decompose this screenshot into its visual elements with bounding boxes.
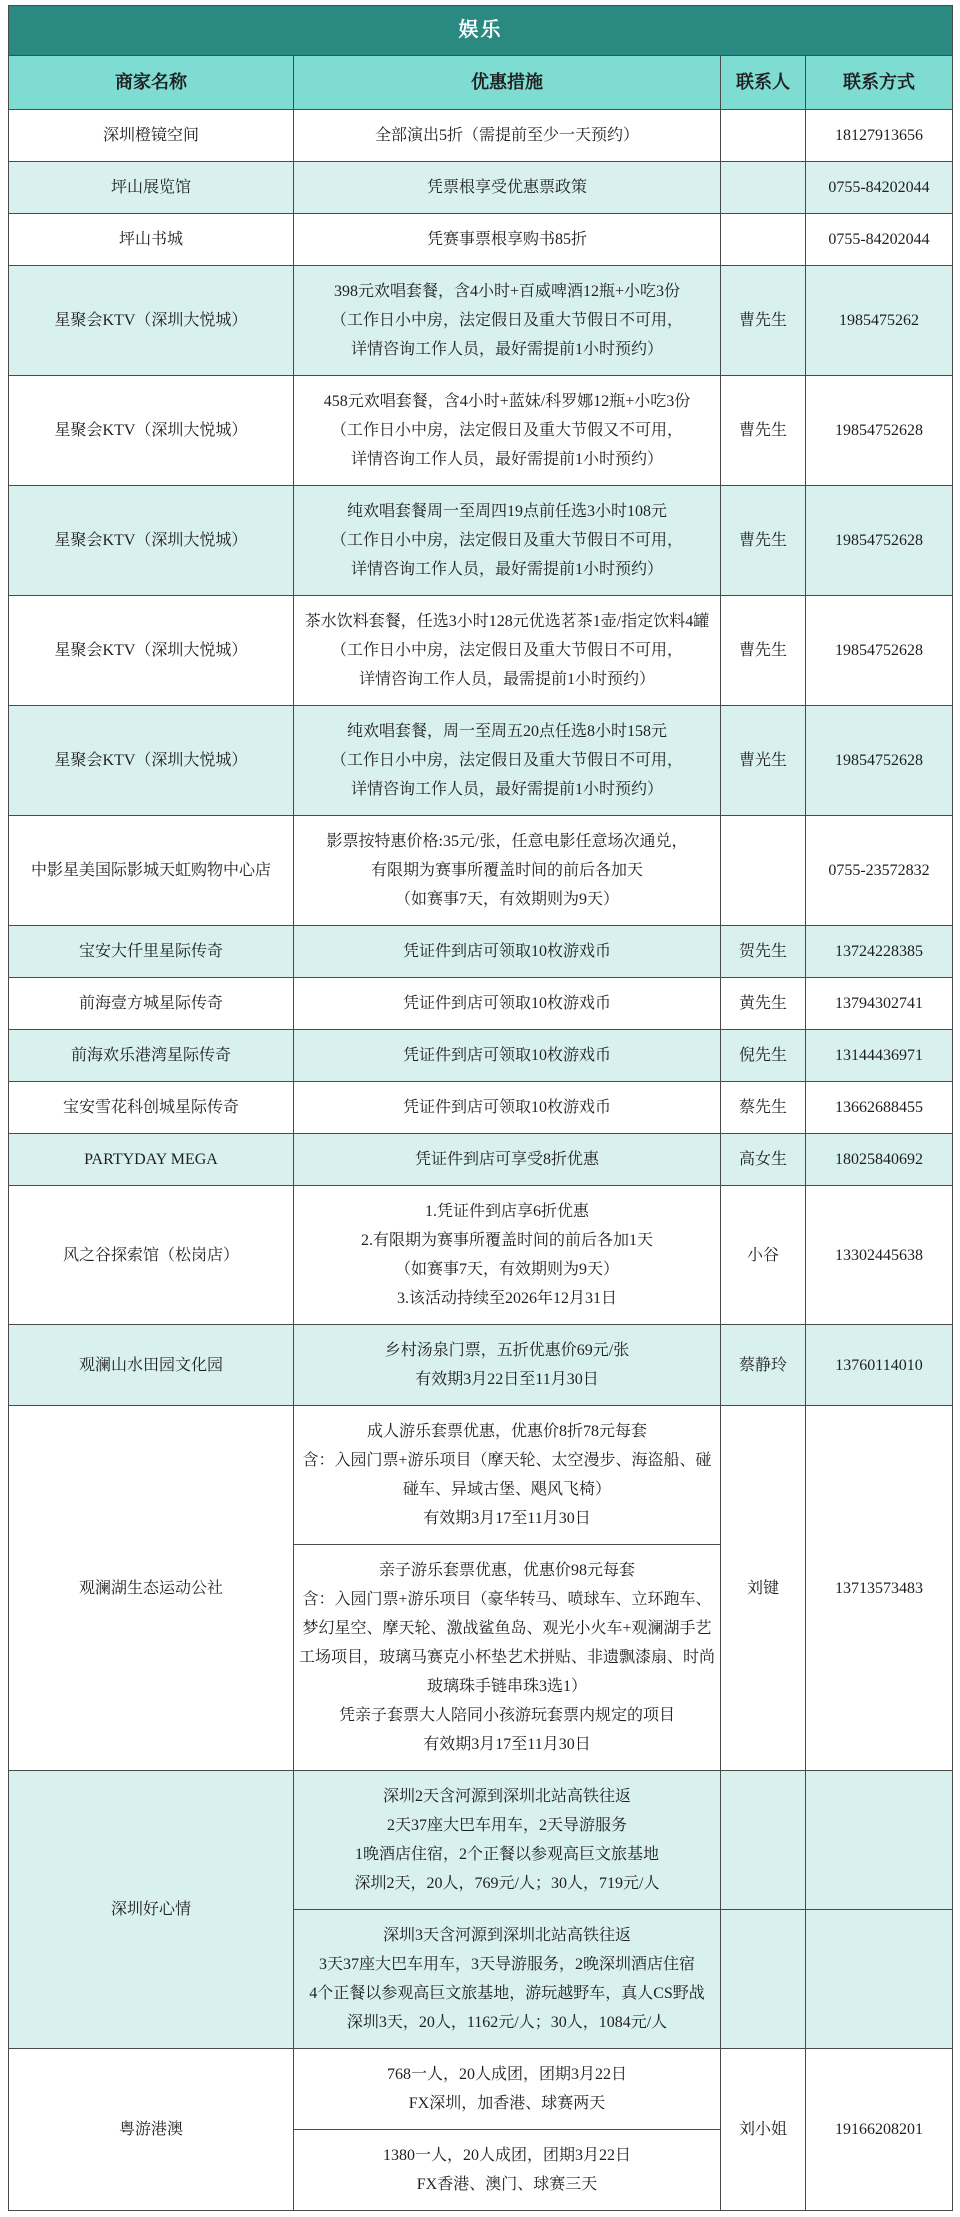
offer-line: FX深圳，加香港、球赛两天 bbox=[408, 2095, 606, 2112]
offer-line: 全部演出5折（需提前至少一天预约） bbox=[374, 127, 639, 144]
merchant-name: PARTYDAY MEGA bbox=[9, 1134, 294, 1186]
offer-line: 有效期3月17至11月30日 bbox=[423, 1510, 591, 1527]
offer-line: 纯欢唱套餐周一至周四19点前任选3小时108元 bbox=[346, 503, 667, 520]
offer-line: 深圳2天含河源到深圳北站高铁往返 bbox=[382, 1788, 631, 1805]
offer-line: （如赛事7天，有效期则为9天） bbox=[394, 891, 619, 908]
contact-cell: 倪先生 bbox=[721, 1030, 806, 1082]
phone-cell: 13144436971 bbox=[806, 1030, 953, 1082]
merchant-name: 坪山书城 bbox=[9, 214, 294, 266]
offer-line: FX香港、澳门、球赛三天 bbox=[416, 2176, 598, 2193]
table-row bbox=[9, 596, 953, 706]
table-row bbox=[9, 376, 953, 486]
phone-cell: 13662688455 bbox=[806, 1082, 953, 1134]
offer-line: 碰车、异域古堡、飓风飞椅） bbox=[402, 1481, 611, 1498]
table-row bbox=[9, 816, 953, 926]
merchant-name: 星聚会KTV（深圳大悦城） bbox=[9, 266, 294, 376]
offer-line: （工作日小中房，法定假日及重大节假日不可用， bbox=[330, 642, 683, 659]
offer-line: 2.有限期为赛事所覆盖时间的前后各加1天 bbox=[360, 1232, 653, 1249]
offer-line: 凭证件到店可领取10枚游戏币 bbox=[402, 943, 611, 960]
offer-line: 1晚酒店住宿，2个正餐以参观高巨文旅基地 bbox=[354, 1846, 659, 1863]
offer-line: （工作日小中房，法定假日及重大节假又不可用， bbox=[330, 422, 683, 439]
contact-cell: 曹先生 bbox=[721, 596, 806, 706]
offer-line: 详情咨询工作人员，最需提前1小时预约） bbox=[358, 671, 655, 688]
offer-cell bbox=[294, 596, 721, 706]
contact-cell: 小谷 bbox=[721, 1186, 806, 1325]
offer-line: （工作日小中房，法定假日及重大节假日不可用， bbox=[330, 312, 683, 329]
table-row bbox=[9, 1082, 953, 1134]
offer-cell bbox=[294, 816, 721, 926]
merchant-name: 深圳好心情 bbox=[9, 1771, 294, 2049]
table-row bbox=[9, 486, 953, 596]
offer-cell bbox=[294, 2049, 721, 2130]
contact-cell: 蔡静玲 bbox=[721, 1325, 806, 1406]
merchant-name: 粤游港澳 bbox=[9, 2049, 294, 2211]
offer-line: 458元欢唱套餐，含4小时+蓝妹/科罗娜12瓶+小吃3份 bbox=[323, 393, 691, 410]
phone-cell: 0755-23572832 bbox=[806, 816, 953, 926]
merchant-name: 坪山展览馆 bbox=[9, 162, 294, 214]
offer-line: （工作日小中房，法定假日及重大节假日不可用， bbox=[330, 532, 683, 549]
merchant-name: 观澜山水田园文化园 bbox=[9, 1325, 294, 1406]
offer-line: 凭证件到店可领取10枚游戏币 bbox=[402, 995, 611, 1012]
contact-cell: 刘小姐 bbox=[721, 2049, 806, 2211]
col-header-merchant: 商家名称 bbox=[9, 56, 294, 110]
merchant-name: 中影星美国际影城天虹购物中心店 bbox=[9, 816, 294, 926]
merchant-name: 前海欢乐港湾星际传奇 bbox=[9, 1030, 294, 1082]
offer-line: 详情咨询工作人员，最好需提前1小时预约） bbox=[350, 451, 663, 468]
contact-cell: 蔡先生 bbox=[721, 1082, 806, 1134]
offer-line: 乡村汤泉门票，五折优惠价69元/张 bbox=[384, 1342, 630, 1359]
offer-cell bbox=[294, 1406, 721, 1545]
phone-cell: 19854752628 bbox=[806, 486, 953, 596]
merchant-name: 前海壹方城星际传奇 bbox=[9, 978, 294, 1030]
phone-cell bbox=[806, 1910, 953, 2049]
table-row bbox=[9, 266, 953, 376]
phone-cell: 0755-84202044 bbox=[806, 162, 953, 214]
phone-cell: 13724228385 bbox=[806, 926, 953, 978]
offer-cell bbox=[294, 110, 721, 162]
offer-line: 1380一人，20人成团，团期3月22日 bbox=[382, 2147, 631, 2164]
phone-cell: 13760114010 bbox=[806, 1325, 953, 1406]
contact-cell: 曹先生 bbox=[721, 266, 806, 376]
merchant-name: 深圳橙镜空间 bbox=[9, 110, 294, 162]
table-row bbox=[9, 1771, 953, 1910]
merchant-name: 宝安雪花科创城星际传奇 bbox=[9, 1082, 294, 1134]
table-body bbox=[9, 110, 953, 2211]
offer-line: 3.该活动持续至2026年12月31日 bbox=[396, 1290, 617, 1307]
merchant-name: 风之谷探索馆（松岗店） bbox=[9, 1186, 294, 1325]
offer-line: 1.凭证件到店享6折优惠 bbox=[424, 1203, 589, 1220]
contact-cell bbox=[721, 214, 806, 266]
offer-line: 有效期3月22日至11月30日 bbox=[415, 1371, 599, 1388]
offer-line: 深圳2天，20人，769元/人；30人，719元/人 bbox=[354, 1875, 660, 1892]
phone-cell: 19854752628 bbox=[806, 706, 953, 816]
offer-line: 凭证件到店可领取10枚游戏币 bbox=[402, 1047, 611, 1064]
table-title: 娱乐 bbox=[9, 6, 953, 56]
offer-line: 详情咨询工作人员，最好需提前1小时预约） bbox=[350, 341, 663, 358]
merchant-name: 观澜湖生态运动公社 bbox=[9, 1406, 294, 1771]
contact-cell: 曹先生 bbox=[721, 486, 806, 596]
table-row bbox=[9, 110, 953, 162]
offer-line: 凭票根享受优惠票政策 bbox=[426, 179, 587, 196]
table-row bbox=[9, 1030, 953, 1082]
offer-cell bbox=[294, 1545, 721, 1771]
offer-line: 深圳3天，20人，1162元/人；30人，1084元/人 bbox=[346, 2014, 668, 2031]
table-row bbox=[9, 926, 953, 978]
contact-cell: 刘键 bbox=[721, 1406, 806, 1771]
contact-cell bbox=[721, 1771, 806, 1910]
offer-cell bbox=[294, 1082, 721, 1134]
phone-cell: 0755-84202044 bbox=[806, 214, 953, 266]
contact-cell: 黄先生 bbox=[721, 978, 806, 1030]
offer-line: 深圳3天含河源到深圳北站高铁往返 bbox=[382, 1927, 631, 1944]
contact-cell bbox=[721, 1910, 806, 2049]
offer-cell bbox=[294, 266, 721, 376]
offer-line: 4个正餐以参观高巨文旅基地，游玩越野车，真人CS野战 bbox=[309, 1985, 705, 2002]
table-row bbox=[9, 1406, 953, 1545]
phone-cell: 13302445638 bbox=[806, 1186, 953, 1325]
offer-cell bbox=[294, 706, 721, 816]
table-row bbox=[9, 1134, 953, 1186]
offer-line: 凭证件到店可享受8折优惠 bbox=[414, 1151, 599, 1168]
col-header-contact: 联系人 bbox=[721, 56, 806, 110]
entertainment-table bbox=[8, 5, 953, 2211]
table-row bbox=[9, 706, 953, 816]
phone-cell: 18025840692 bbox=[806, 1134, 953, 1186]
offer-line: 详情咨询工作人员，最好需提前1小时预约） bbox=[350, 781, 663, 798]
offer-cell bbox=[294, 926, 721, 978]
col-header-phone: 联系方式 bbox=[806, 56, 953, 110]
offer-line: 工场项目，玻璃马赛克小杯垫艺术拼贴、非遗飘漆扇、时尚 bbox=[299, 1649, 716, 1666]
table-row bbox=[9, 162, 953, 214]
offer-line: 纯欢唱套餐，周一至周五20点任选8小时158元 bbox=[346, 723, 667, 740]
offer-line: 398元欢唱套餐，含4小时+百威啤酒12瓶+小吃3份 bbox=[333, 283, 681, 300]
offer-cell bbox=[294, 162, 721, 214]
offer-line: 影票按特惠价格:35元/张，任意电影任意场次通兑， bbox=[326, 833, 688, 850]
offer-cell bbox=[294, 1186, 721, 1325]
offer-line: 梦幻星空、摩天轮、激战鲨鱼岛、观光小火车+观澜湖手艺 bbox=[302, 1620, 712, 1637]
contact-cell: 曹先生 bbox=[721, 376, 806, 486]
column-header-row bbox=[9, 56, 953, 110]
contact-cell: 曹光生 bbox=[721, 706, 806, 816]
offer-line: 3天37座大巴车用车，3天导游服务，2晚深圳酒店住宿 bbox=[318, 1956, 695, 1973]
contact-cell bbox=[721, 816, 806, 926]
offer-line: 含：入园门票+游乐项目（豪华转马、喷球车、立环跑车、 bbox=[302, 1591, 712, 1608]
offer-line: （如赛事7天，有效期则为9天） bbox=[394, 1261, 619, 1278]
offer-line: （工作日小中房，法定假日及重大节假日不可用， bbox=[330, 752, 683, 769]
offer-line: 详情咨询工作人员，最好需提前1小时预约） bbox=[350, 561, 663, 578]
merchant-name: 星聚会KTV（深圳大悦城） bbox=[9, 486, 294, 596]
phone-cell: 19166208201 bbox=[806, 2049, 953, 2211]
offer-line: 768一人，20人成团，团期3月22日 bbox=[386, 2066, 627, 2083]
phone-cell: 19854752628 bbox=[806, 596, 953, 706]
offer-line: 凭亲子套票大人陪同小孩游玩套票内规定的项目 bbox=[338, 1707, 675, 1724]
phone-cell: 18127913656 bbox=[806, 110, 953, 162]
merchant-name: 星聚会KTV（深圳大悦城） bbox=[9, 596, 294, 706]
table-row bbox=[9, 978, 953, 1030]
phone-cell bbox=[806, 1771, 953, 1910]
offer-line: 2天37座大巴车用车，2天导游服务 bbox=[386, 1817, 627, 1834]
phone-cell: 1985475262 bbox=[806, 266, 953, 376]
table-row bbox=[9, 214, 953, 266]
offer-cell bbox=[294, 486, 721, 596]
merchant-name: 星聚会KTV（深圳大悦城） bbox=[9, 376, 294, 486]
offer-cell bbox=[294, 1910, 721, 2049]
offer-cell bbox=[294, 2130, 721, 2211]
offer-line: 凭证件到店可领取10枚游戏币 bbox=[402, 1099, 611, 1116]
offer-cell bbox=[294, 376, 721, 486]
table-row bbox=[9, 1186, 953, 1325]
offer-line: 凭赛事票根享购书85折 bbox=[426, 231, 587, 248]
offer-line: 有限期为赛事所覆盖时间的前后各加天 bbox=[370, 862, 643, 879]
contact-cell: 贺先生 bbox=[721, 926, 806, 978]
offer-line: 茶水饮料套餐，任选3小时128元优选茗茶1壶/指定饮料4罐 bbox=[304, 613, 710, 630]
table-row bbox=[9, 1325, 953, 1406]
offer-line: 含：入园门票+游乐项目（摩天轮、太空漫步、海盗船、碰 bbox=[302, 1452, 712, 1469]
offer-line: 有效期3月17至11月30日 bbox=[423, 1736, 591, 1753]
offer-cell bbox=[294, 1030, 721, 1082]
offer-cell bbox=[294, 1134, 721, 1186]
offer-line: 玻璃珠手链串珠3选1） bbox=[426, 1678, 587, 1695]
merchant-name: 星聚会KTV（深圳大悦城） bbox=[9, 706, 294, 816]
contact-cell bbox=[721, 162, 806, 214]
offer-line: 亲子游乐套票优惠，优惠价98元每套 bbox=[378, 1562, 635, 1579]
phone-cell: 13794302741 bbox=[806, 978, 953, 1030]
offer-cell bbox=[294, 214, 721, 266]
phone-cell: 19854752628 bbox=[806, 376, 953, 486]
col-header-offer: 优惠措施 bbox=[294, 56, 721, 110]
merchant-name: 宝安大仟里星际传奇 bbox=[9, 926, 294, 978]
table-row bbox=[9, 2049, 953, 2130]
offer-line: 成人游乐套票优惠，优惠价8折78元每套 bbox=[366, 1423, 647, 1440]
offer-cell bbox=[294, 1771, 721, 1910]
phone-cell: 13713573483 bbox=[806, 1406, 953, 1771]
offer-cell bbox=[294, 1325, 721, 1406]
contact-cell bbox=[721, 110, 806, 162]
contact-cell: 高女生 bbox=[721, 1134, 806, 1186]
offer-cell bbox=[294, 978, 721, 1030]
